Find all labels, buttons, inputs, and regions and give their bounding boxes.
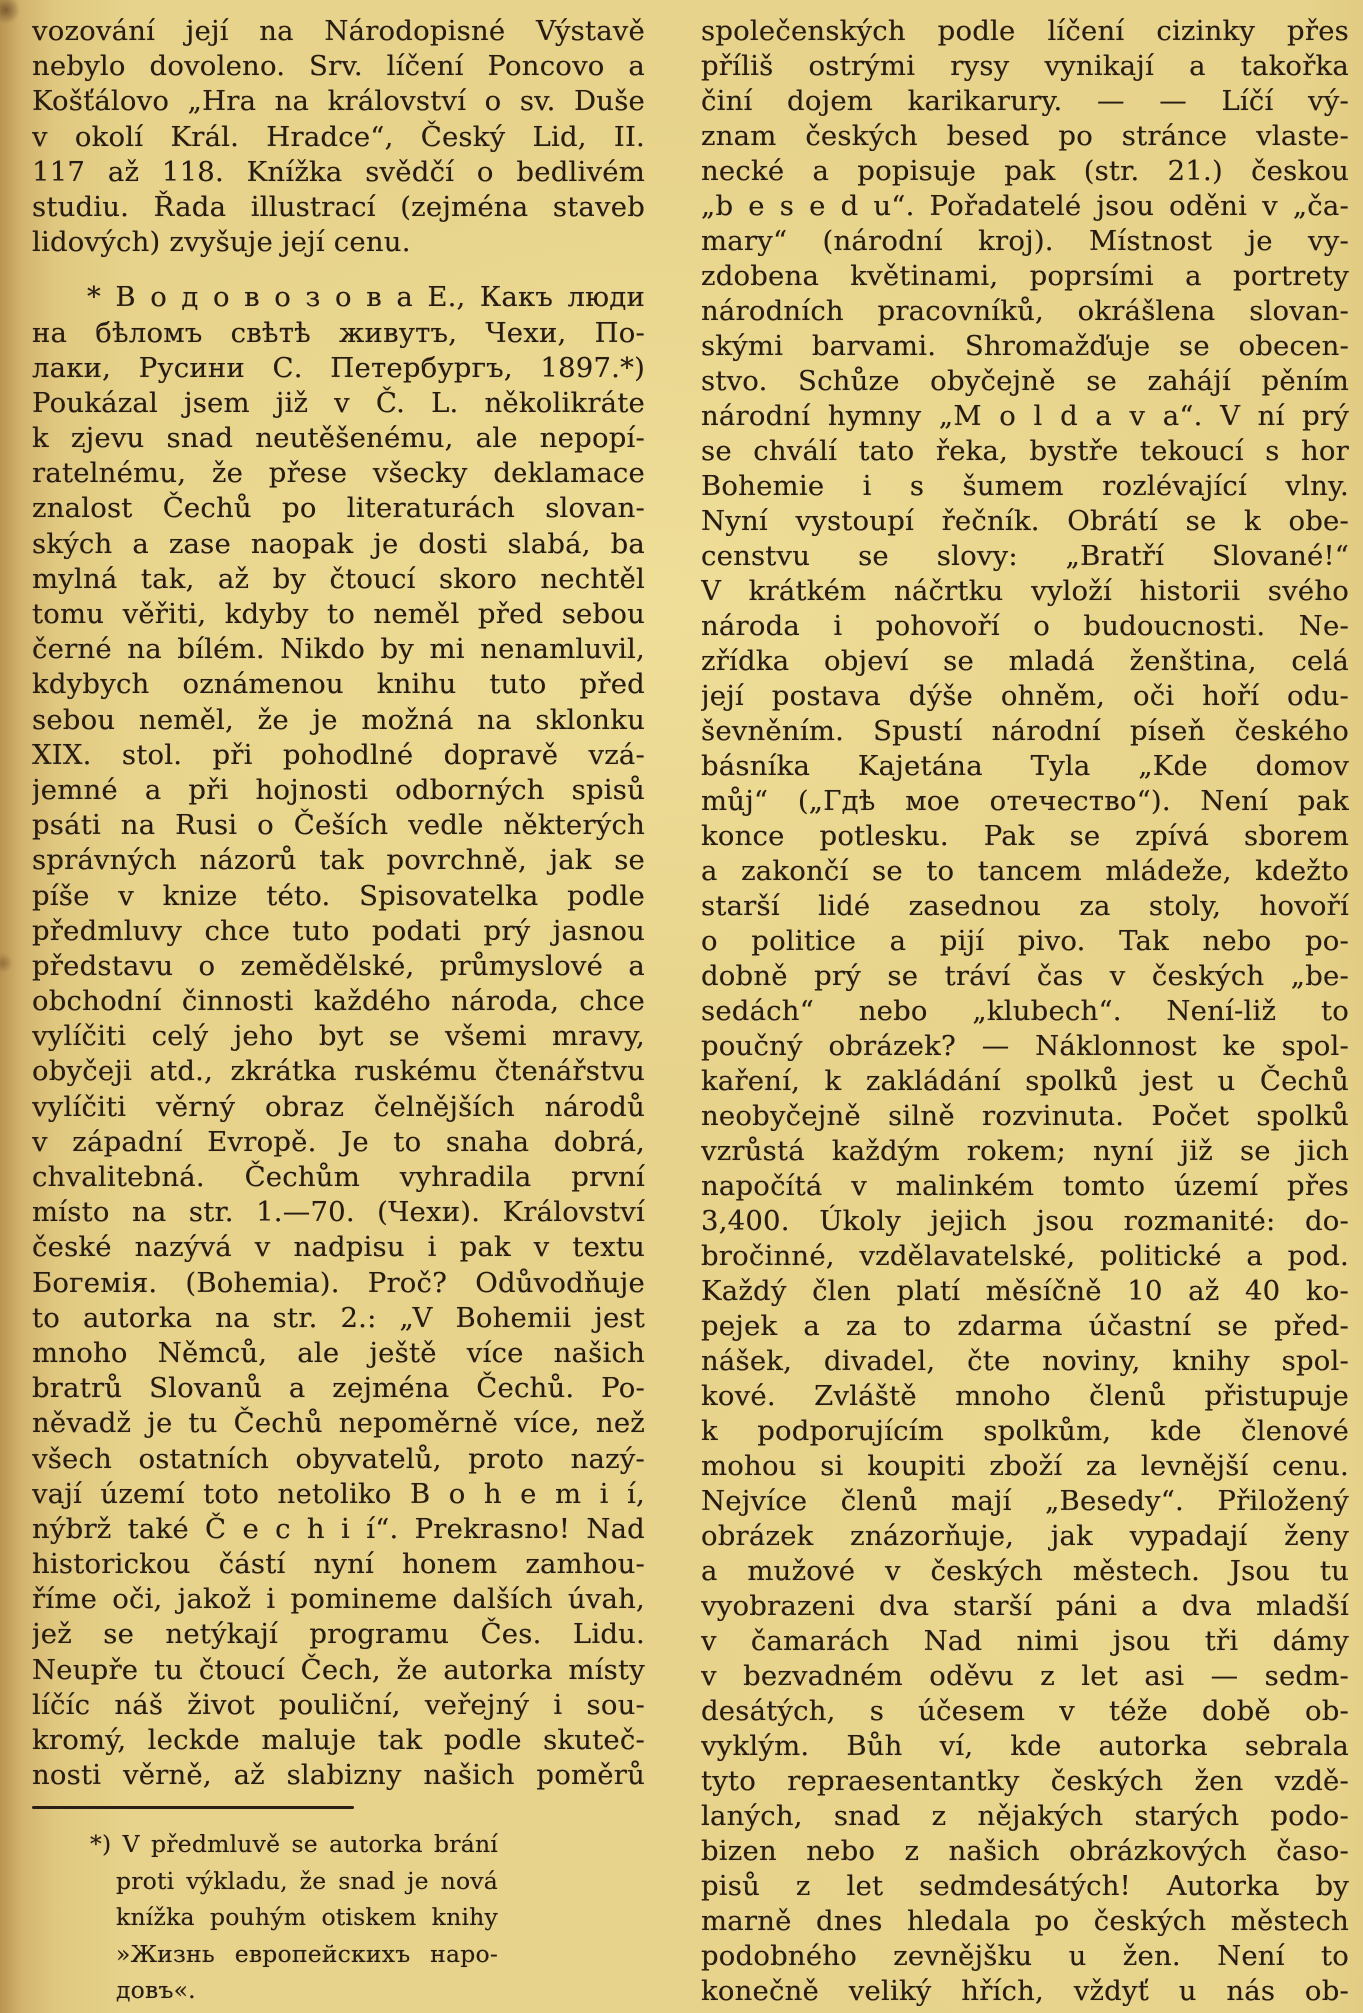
text-line: národní hymny „M o l d a v a“. V ní prý [701,400,1349,432]
text-line: nýbrž také Č e c h i í“. Prekrasno! Nad [32,1512,645,1545]
text-line: sedách“ nebo „klubech“. Není-liž to [701,995,1349,1027]
text-line: kdybych oznámenou knihu tuto před [32,668,645,701]
text-line: říme oči, jakož i pomineme dalších úvah, [32,1583,645,1616]
text-line: Bohemie i s šumem rozlévající vlny. [701,470,1349,502]
text-line: lidových) zvyšuje její cenu. [32,226,411,259]
footnote [32,1826,498,2009]
text-line: poučný obrázek? — Náklonnost ke spol- [701,1030,1349,1062]
text-line: kové. Zvláště mnoho členů přistupuje [701,1380,1349,1412]
text-line: censtvu se slovy: „Bratří Slované!“ [701,540,1349,572]
text-line: chvalitebná. Čechům vyhradila první [32,1161,645,1193]
text-line: vzrůstá každým rokem; nyní již se jich [701,1135,1349,1167]
text-line: zřídka objeví se mladá ženština, celá [701,645,1349,677]
text-line: sebou neměl, že je možná na sklonku [32,703,645,736]
text-line: mylná tak, až by čtoucí skoro nechtěl [32,562,645,595]
text-line: k zjevu snad neutěšenému, ale nepopí- [32,422,645,455]
text-line: obchodní činnosti každého národa, chce [32,985,645,1018]
text-line: národních pracovníků, okrášlena slovan- [701,295,1349,327]
text-line: vozování její na Národopisné Výstavě [32,15,645,47]
text-line: vylíčiti celý jeho byt se všemi mravy, [32,1020,645,1053]
text-line: pisů z let sedmdesátých! Autorka by [701,1870,1349,1902]
text-line: 3,400. Úkoly jejich jsou rozmanité: do- [701,1205,1349,1237]
text-line: zdobena květinami, poprsími a portrety [701,260,1349,292]
text-line: Neupře tu čtoucí Čech, že autorka místy [32,1653,645,1686]
text-line: znalost Čechů po literaturách slovan- [32,492,645,525]
text-line: Košťálovo „Hra na království o sv. Duše [32,85,645,118]
text-line: v okolí Král. Hradce“, Český Lid, II. [32,120,645,153]
text-line: to autorka na str. 2.: „V Bohemii jest [32,1301,645,1334]
left-column [32,14,645,2009]
text-line: něvadž je tu Čechů nepoměrně více, než [32,1407,645,1440]
text-line: ských a zase naopak je dosti slabá, ba [32,527,645,560]
text-line: Každý člen platí měsíčně 10 až 40 ko- [701,1275,1349,1307]
text-line: společenských podle líčení cizinky přes [701,15,1349,47]
right-column [701,14,1349,2009]
left-paragraph-continuation [32,14,645,260]
text-line: napočítá v malinkém tomto území přes [701,1170,1349,1202]
text-line: bratrů Slovanů a zejména Čechů. Po- [32,1372,645,1405]
text-line: starší lidé zasednou za stoly, hovoří [701,890,1349,922]
text-line: předmluvy chce tuto podati prý jasnou [32,914,645,947]
text-line: *) V předmluvě se autorka brání [90,1830,498,1859]
text-line: neobyčejně silně rozvinuta. Počet spolků [701,1100,1349,1132]
text-line: místo na str. 1.—70. (Чехи). Království [32,1196,645,1229]
text-line: лаки, Русини С. Петербургъ, 1897.*) [32,351,645,384]
text-line: pejek a za to zdarma účastní se před- [701,1310,1349,1342]
text-line: v čamarách Nad nimi jsou tři dámy [701,1625,1349,1657]
text-line: stvo. Schůze obyčejně se zahájí pěním [701,365,1349,397]
text-line: skými barvami. Shromažďuje se obecen- [701,330,1349,362]
text-line: knížka pouhým otiskem knihy [116,1903,498,1932]
text-line: „b e s e d u“. Pořadatelé jsou oděni v „ča- [701,190,1349,222]
text-line: studiu. Řada illustrací (zejména staveb [32,190,645,223]
text-line: kromý, leckde maluje tak podle skuteč- [32,1724,645,1756]
text-line: představu o zemědělské, průmyslové a [32,949,645,982]
text-line: bročinné, vzdělavatelské, politické a pod. [701,1240,1349,1272]
text-line: k podporujícím spolkům, kde členové [701,1415,1349,1447]
text-line: národa i pohovoří o budoucnosti. Ne- [701,610,1349,642]
text-line: bizen nebo z našich obrázkových časo- [701,1835,1349,1867]
text-line: líčíc náš život pouliční, veřejný i sou- [32,1688,645,1721]
text-line: mary“ (národní kroj). Místnost je vy- [701,225,1349,257]
text-line: marně dnes hledala po českých městech [701,1905,1349,1937]
text-line: a mužové v českých městech. Jsou tu [701,1555,1349,1587]
text-line: psáti na Rusi o Češích vedle některých [32,809,645,842]
text-line: činí dojem karikarury. — — Líčí vý- [701,85,1349,117]
text-line: 117 až 118. Knížka svědčí o bedlivém [32,155,645,188]
text-line: ratelnému, že přese všecky deklamace [32,457,645,490]
text-line: necké a popisuje pak (str. 21.) českou [701,155,1349,187]
text-line: obrázek znázorňuje, jak vypadají ženy [701,1520,1349,1552]
text-line: příliš ostrými rysy vynikají a takořka [701,50,1349,82]
left-paragraph-review [32,280,645,1793]
text-line: obyčeji atd., zkrátka ruskému čtenářstvu [32,1055,645,1088]
text-line: píše v knize této. Spisovatelka podle [32,879,645,912]
footnote-separator-rule [32,1806,354,1809]
text-line: správných názorů tak povrchně, jak se [32,844,645,877]
text-line: vají území toto netoliko B o h e m i í, [32,1477,645,1510]
text-line: v západní Evropě. Je to snaha dobrá, [32,1125,645,1158]
text-line: všech ostatních obyvatelů, proto nazý- [32,1442,645,1475]
text-line: mnoho Němců, ale ještě více našich [32,1336,645,1369]
text-line: XIX. stol. při pohodlné dopravě vzá- [32,738,645,771]
text-line: »Жизнь европейскихъ наро- [116,1939,498,1968]
text-line: Nyní vystoupí řečník. Obrátí se k obe- [701,505,1349,537]
text-line: nášek, divadel, čte noviny, knihy spol- [701,1345,1349,1377]
text-line: jež se netýkají programu Čes. Lidu. [32,1618,645,1651]
text-line: tomu věřiti, kdyby to neměl před sebou [32,598,645,630]
text-line: mohou si koupiti zboží za levnější cenu. [701,1450,1349,1482]
text-line: znam českých besed po stránce vlaste- [701,120,1349,152]
text-line: tyto repraesentantky českých žen vzdě- [701,1765,1349,1797]
text-line: proti výkladu, že snad je nová [116,1866,498,1895]
text-line: podobného zevnějšku u žen. Není to [701,1940,1349,1972]
text-line: můj“ („Гдѣ мое отечество“). Není pak [701,785,1349,817]
text-line: nebylo dovoleno. Srv. líčení Poncovo a [32,50,645,83]
text-line: vylíčiti věrný obraz čelnějších národů [32,1090,645,1123]
text-line: nosti věrně, až slabizny našich poměrů [32,1759,645,1792]
text-line: desátých, s účesem v téže době ob- [701,1695,1349,1727]
text-line: laných, snad z nějakých starých podo- [701,1800,1349,1832]
text-line: české nazývá v nadpisu i pak v textu [32,1231,645,1264]
text-line: Nejvíce členů mají „Besedy“. Přiložený [701,1485,1349,1517]
text-line: Poukázal jsem již v Č. L. několikráte [32,386,645,419]
text-line: vyklým. Bůh ví, kde autorka sebrala [701,1730,1349,1762]
text-line: на бѣломъ свѣтѣ живутъ, Чехи, По- [32,316,645,349]
text-line: Богемія. (Bohemia). Proč? Odůvodňuje [32,1266,645,1299]
text-line: jemné a při hojnosti odborných spisů [32,773,645,806]
text-line: vyobrazeni dva starší páni a dva mladší [701,1590,1349,1622]
text-line: kaření, k zakládání spolků jest u Čechů [701,1065,1349,1097]
text-line: V krátkém náčrtku vyloží historii svého [701,575,1349,607]
text-line: básníka Kajetána Tyla „Kde domov [701,750,1349,782]
text-line: v bezvadném oděvu z let asi — sedm- [701,1660,1349,1692]
text-line: ševněním. Spustí národní píseň českého [701,715,1349,747]
text-line: historickou částí nyní honem zamhou- [32,1548,645,1581]
text-line: konečně veliký hřích, vždyť u nás ob- [701,1975,1349,2007]
text-line: černé na bílém. Nikdo by mi nenamluvil, [32,633,645,666]
text-line: konce potlesku. Pak se zpívá sborem [701,820,1349,852]
text-line: dobně prý se tráví čas v českých „be- [701,960,1349,992]
text-line: o politice a pijí pivo. Tak nebo po- [701,925,1349,957]
text-line: a zakončí se to tancem mládeže, kdežto [701,855,1349,887]
text-line: довъ«. [116,1976,196,2005]
text-line: se chválí tato řeka, bystře tekoucí s hor [701,435,1349,467]
text-line: její postava dýše ohněm, oči hoří odu- [701,680,1349,712]
text-line: * В о д о в о з о в а Е., Какъ люди [87,281,645,314]
